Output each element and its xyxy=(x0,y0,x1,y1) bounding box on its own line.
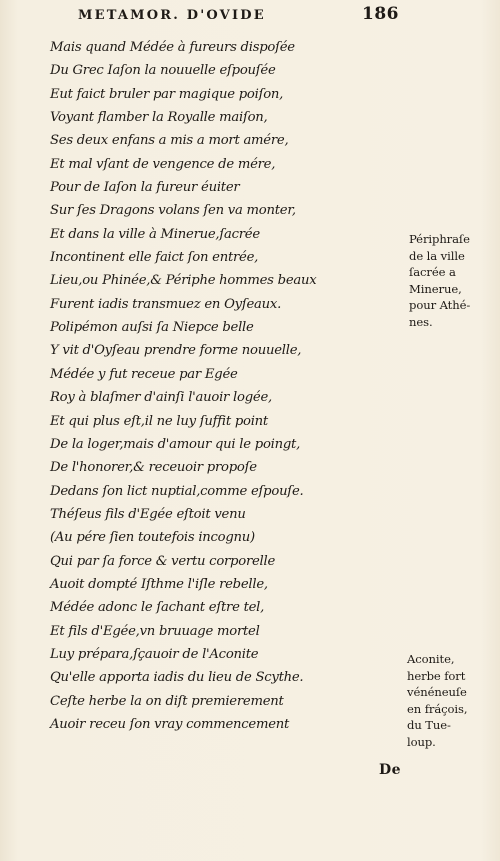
margin-note-line: en fráçois, xyxy=(407,701,468,716)
catchword: De xyxy=(379,762,402,778)
margin-note-line: Minerue, xyxy=(409,281,462,296)
verse-line: Furent iadis transmuez en Oyſeaux. xyxy=(50,296,282,312)
verse-line: Qui par ſa force & vertu corporelle xyxy=(50,553,276,569)
verse-block xyxy=(50,36,380,736)
verse-line: Auoir receu ſon vray commencement xyxy=(50,716,290,732)
running-title: METAMOR. D'OVIDE xyxy=(78,8,266,23)
margin-note-line: loup. xyxy=(407,734,436,749)
verse-line: Et dans la ville à Minerue,ſacrée xyxy=(50,226,260,242)
verse-line: Théſeus fils d'Egée eſtoit venu xyxy=(50,506,246,522)
running-head xyxy=(0,4,500,30)
margin-note-line: du Tue- xyxy=(407,718,451,732)
verse-line: Voyant flamber la Royalle maiſon, xyxy=(50,110,268,126)
verse-line: Roy à blaſmer d'ainſi l'auoir logée, xyxy=(50,390,272,406)
verse-line: De l'honorer,& receuoir propoſe xyxy=(50,460,257,476)
page-number: 186 xyxy=(362,4,399,24)
margin-note-line: vénéneuſe xyxy=(407,685,467,699)
verse-line: (Au pére ſien toutefois incognu) xyxy=(50,530,255,546)
verse-line: Et mal vſant de vengence de mére, xyxy=(50,156,276,172)
margin-note-aconite xyxy=(407,651,467,750)
margin-note-line: herbe fort xyxy=(407,668,466,683)
verse-line: Ses deux enfans a mis a mort amére, xyxy=(50,133,289,149)
margin-note-line: Aconite, xyxy=(407,652,455,666)
verse-line: Médée y fut receue par Egée xyxy=(50,366,238,382)
verse-line: Y vit d'Oyſeau prendre forme nouuelle, xyxy=(50,343,302,359)
verse-line: Dedans ſon lict nuptial,comme eſpouſe. xyxy=(50,483,304,499)
verse-line: Mais quand Médée à fureurs dispoſée xyxy=(50,40,295,55)
verse-line: Ceſte herbe la on diſt premierement xyxy=(50,693,284,709)
margin-note-line: nes. xyxy=(409,314,433,329)
verse-line: Médée adonc le ſachant eſtre tel, xyxy=(50,600,265,616)
margin-note-line: ſacrée a xyxy=(409,265,456,279)
verse-line: Incontinent elle faict ſon entrée, xyxy=(50,250,259,266)
margin-note-line: pour Athé- xyxy=(409,298,471,312)
verse-line: Eut faict bruler par magique poiſon, xyxy=(50,86,284,102)
verse-line: Auoit dompté Iſthme l'iſle rebelle, xyxy=(50,576,268,592)
margin-note-line: Périphraſe xyxy=(409,232,470,246)
margin-note-athens xyxy=(409,231,470,330)
verse-line: Sur ſes Dragons volans ſen va monter, xyxy=(50,203,296,219)
margin-note-line: de la ville xyxy=(409,248,465,263)
verse-line: Du Grec Iaſon la nouuelle eſpouſée xyxy=(50,63,276,79)
verse-line: De la loger,mais d'amour qui le poingt, xyxy=(50,436,301,452)
verse-line: Luy prépara,ſçauoir de l'Aconite xyxy=(50,646,259,662)
verse-line: Qu'elle apporta iadis du lieu de Scythe. xyxy=(50,670,304,686)
verse-line: Lieu,ou Phinée,& Périphe hommes beaux xyxy=(50,273,317,289)
verse-line: Et qui plus eſt,il ne luy ſuffit point xyxy=(50,413,268,429)
verse-line: Pour de Iaſon la fureur éuiter xyxy=(50,180,240,196)
verse-line: Polipémon auſsi ſa Niepce belle xyxy=(50,320,254,336)
verse-line: Et fils d'Egée,vn bruuage mortel xyxy=(50,623,260,639)
